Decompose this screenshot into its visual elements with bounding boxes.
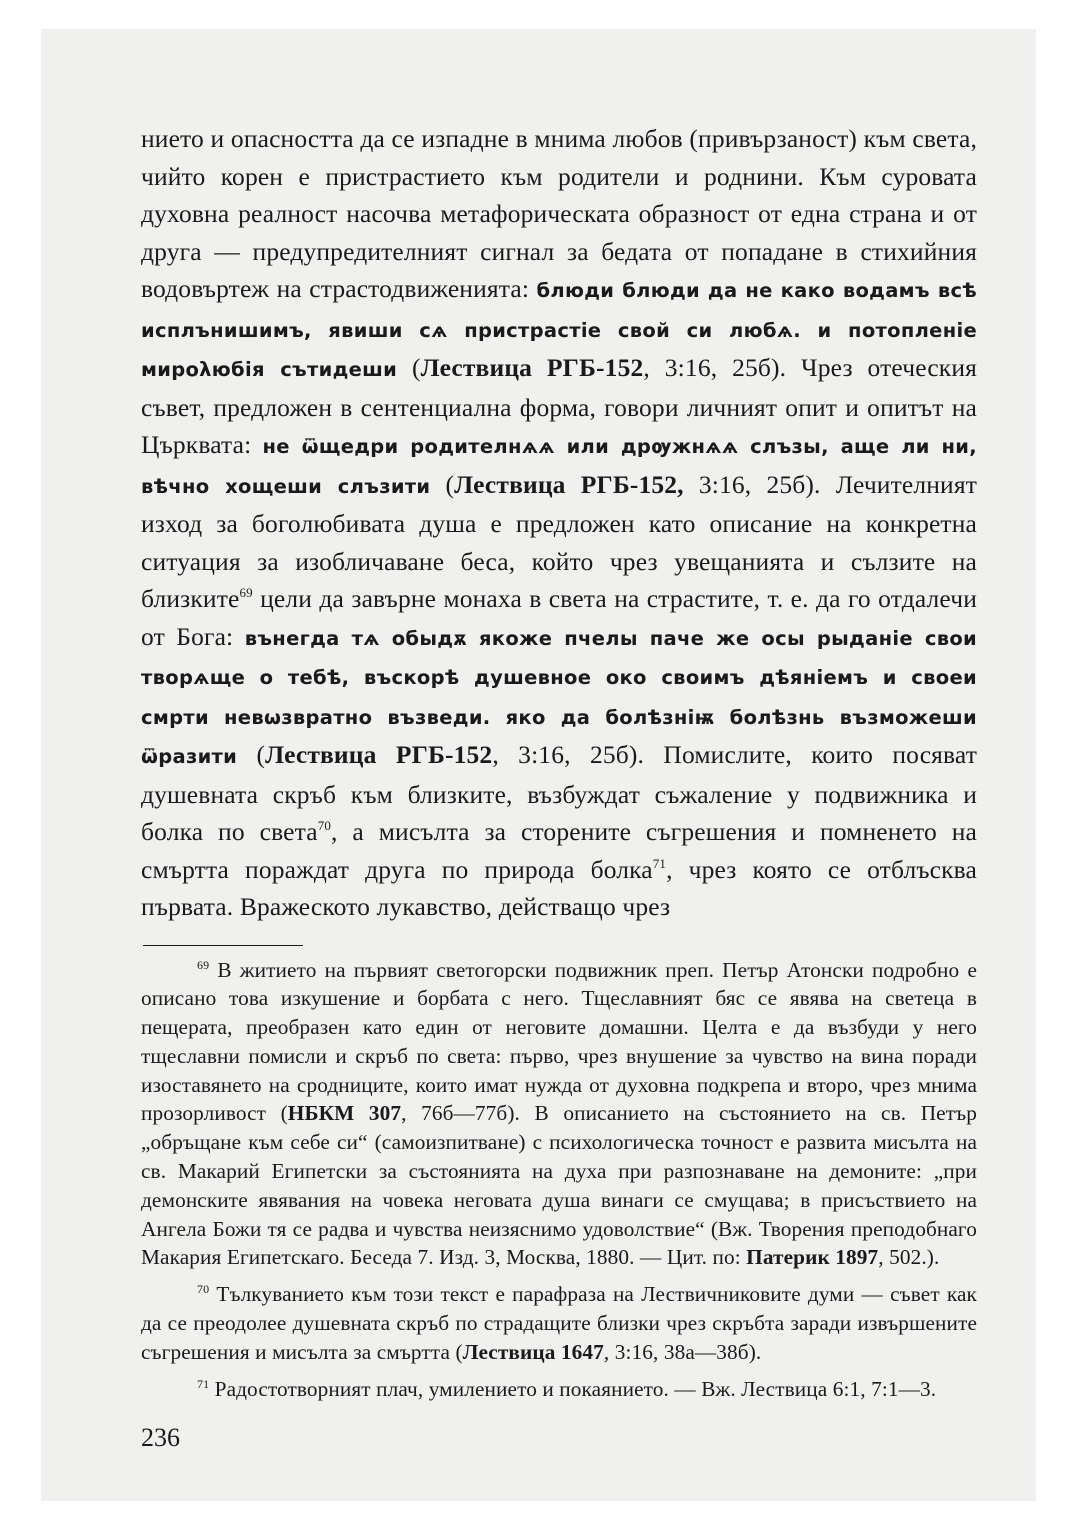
source-reference: Лествица РГБ-152	[265, 740, 493, 769]
footnote-69	[141, 956, 977, 1273]
text-run: (	[430, 469, 455, 499]
text-run: (	[237, 740, 266, 769]
footnote-text: , 76б—77б). В описанието на състоянието на св. Петър „обръщане към себе си“ (самоизпитване) с психологическа точност е развита мисълта на св. Макарий Египетски за състоянията на духа при разпознаване на демоните: „при демонските явявания на човека неговата душа винаги се смущава; в присъствието на Ангела Божи тя се радва и чувства неизяснимо удоволствие“ (Вж. Творения преподобнаго Макария Египетскаго. Беседа 7. Изд. 3, Москва, 1880. — Цит. по:	[141, 1101, 977, 1270]
source-reference: Лествица РГБ-152	[420, 353, 644, 382]
footnote-71	[141, 1375, 977, 1404]
body-text	[141, 120, 977, 926]
footnote-number: 70	[197, 1282, 210, 1297]
text-run: цели да завърне монаха в света на страстите, т. е. да го отдалечи от Бога:	[141, 584, 977, 651]
footnote-divider	[143, 945, 303, 946]
footnote-text: , 3:16, 38а—38б).	[603, 1339, 762, 1364]
text-run: 3:16, 25б). Лечителният изход за боголюбивата душа е предложен като описание на конкретна ситуация за изобличаване беса, който чрез увещанията и сълзите на близките	[141, 469, 978, 613]
text-run: , чрез която се отблъсква първата. Вражеското лукавство, действащо чрез	[141, 854, 977, 921]
source-reference: НБКМ 307	[287, 1101, 402, 1126]
source-reference: Лествица 1647	[462, 1339, 604, 1364]
source-reference: Патерик 1897	[746, 1245, 879, 1270]
text-run: , 3:16, 25б). Чрез отеческия съвет, предложен в сентенциална форма, говори личният опит и опитът на Църквата:	[141, 353, 977, 459]
footnote-marker[interactable]: 70	[317, 818, 331, 833]
text-run: , а мисълта за сторените съгрешения и помненето на смъртта пораждат друга по природа болка	[141, 817, 977, 884]
source-reference: Лествица РГБ-152,	[454, 469, 684, 499]
church-slavonic-quote: не ѿщедри родителнѧѧ или дрѹжнѧѧ слъзы, аще ли ни, вѣчно хощеши слъзити	[141, 435, 977, 498]
footnote-marker[interactable]: 69	[239, 585, 253, 600]
church-slavonic-quote: вънегда тѧ обыдѫ якоже пчелы паче же осы рыданіе свои творѧще о тебѣ, въскорѣ душевное око своимъ дѣяніемъ и своеи смрти невѡзвратно възведи. яко да болѣзніѭ болѣзнь възможеши ѿразити	[141, 626, 977, 768]
page-number: 236	[141, 1423, 180, 1452]
text-run: , 3:16, 25б). Помислите, които посяват душевната скръб към близките, възбуждат съжаление у подвижника и болка по света	[141, 740, 977, 846]
footnote-marker[interactable]: 71	[652, 855, 667, 871]
footnote-text: Радостотворният плач, умилението и покаянието. — Вж. Лествица 6:1, 7:1—3.	[209, 1376, 937, 1401]
footnote-text: В житието на първият светогорски подвижник преп. Петър Атонски подробно е описано това изкушение и борбата с него. Тщеславният бяс се явява на светеца в пещерата, преобразен като един от неговите домашни. Целта е да възбуди у него тщеславни помисли и скръб по света: първо, чрез внушение за чувство на вина поради изоставянето на сродниците, които имат нужда от духовна подкрепа и второ, чрез мнима прозорливост (	[141, 957, 977, 1126]
footnote-number: 69	[197, 957, 210, 972]
book-page	[141, 120, 977, 1411]
footnote-text: , 502.).	[878, 1245, 940, 1270]
church-slavonic-quote: блюди блюди да не како водамъ всѣ исплънишимъ, явиши сѧ пристрастіе свой си любѧ. и потопленіе мирολюбія сътидеши	[141, 279, 977, 381]
text-run: нието и опасността да се изпадне в мнима любов (привързаност) към света, чийто корен е пристрастието към родители и роднини. Към суровата духовна реалност насочва метафорическата образност от една страна и от друга — предупредителният сигнал за бедата от попадане в стихийния водовъртеж на страстодвиженията:	[141, 124, 977, 303]
footnote-text: Тълкуванието към този текст е парафраза на Лествичниковите думи — съвет как да се преодолее душевната скръб по страдащите близки чрез скръбта заради извършените съгрешения и мисълта за смъртта (	[141, 1282, 977, 1364]
footnote-number: 71	[197, 1376, 210, 1391]
text-run: (	[397, 353, 421, 382]
footnote-70	[141, 1280, 977, 1366]
